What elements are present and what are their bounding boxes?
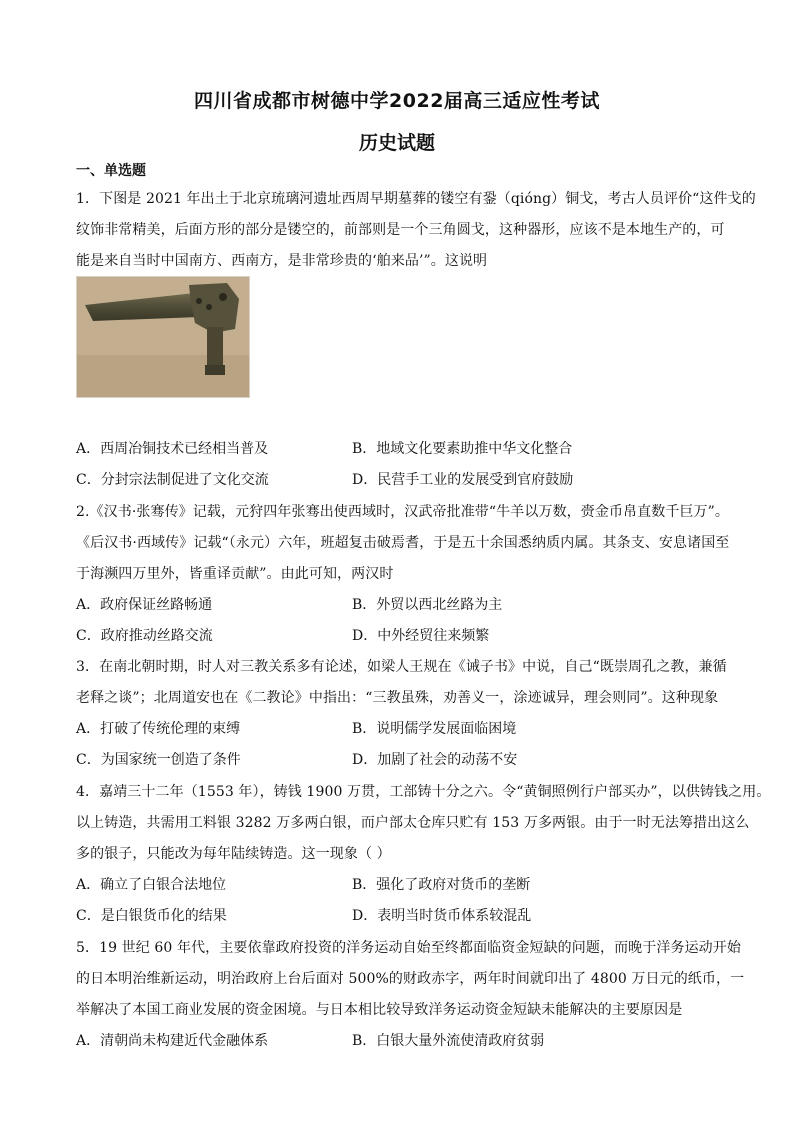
question-1-line-3: 能是来自当时中国南方、西南方，是非常珍贵的‘舶来品’”。这说明 xyxy=(76,253,488,269)
bronze-ge-photo xyxy=(76,276,250,398)
question-2-line-3: 于海濒四万里外，皆重译贡献”。由此可知，两汉时 xyxy=(76,566,394,582)
question-2-option-b[interactable]: B．外贸以西北丝路为主 xyxy=(352,597,503,613)
question-4-line-3: 多的银子，只能改为每年陆续铸造。这一现象（ ） xyxy=(76,846,391,862)
question-3-line-1: 3．在南北朝时期，时人对三教关系多有论述，如梁人王规在《诫子书》中说，自己“既崇周孔之教，兼循 xyxy=(76,659,727,675)
question-2-option-d[interactable]: D．中外经贸往来频繁 xyxy=(352,628,490,644)
question-4-option-b[interactable]: B．强化了政府对货币的垄断 xyxy=(352,877,531,893)
question-1-option-a[interactable]: A．西周冶铜技术已经相当普及 xyxy=(76,441,269,457)
question-1-option-c[interactable]: C．分封宗法制促进了文化交流 xyxy=(76,472,269,488)
question-1-line-2: 纹饰非常精美，后面方形的部分是镂空的，前部则是一个三角圆戈，这种器形，应该不是本地生产的，可 xyxy=(76,222,725,238)
question-2-line-2: 《后汉书·西域传》记载“（永元）六年，班超复击破焉耆，于是五十余国悉纳质内属。其条支、安息诸国至 xyxy=(76,535,730,551)
question-1-option-d[interactable]: D．民营手工业的发展受到官府鼓励 xyxy=(352,472,574,488)
question-4-option-c[interactable]: C．是白银货币化的结果 xyxy=(76,908,227,924)
question-4-line-1: 4．嘉靖三十二年（1553 年），铸钱 1900 万贯，工部铸十分之六。令“黄铜照例行户部买办”，以供铸钱之用。 xyxy=(76,784,771,800)
question-3-line-2: 老释之谈”；北周道安也在《二教论》中指出：“三教虽殊，劝善义一，涂迹诚异，理会则同”。这种现象 xyxy=(76,690,719,706)
question-5-option-b[interactable]: B．白银大量外流使清政府贫弱 xyxy=(352,1033,545,1049)
question-5-line-3: 举解决了本国工商业发展的资金困境。与日本相比较导致洋务运动资金短缺未能解决的主要原因是 xyxy=(76,1002,683,1018)
question-2-line-1: 2.《汉书·张骞传》记载，元狩四年张骞出使西域时，汉武帝批准带“牛羊以万数，赍金币帛直数千巨万”。 xyxy=(76,504,730,520)
question-4-option-d[interactable]: D．表明当时货币体系较混乱 xyxy=(352,908,532,924)
question-4-option-a[interactable]: A．确立了白银合法地位 xyxy=(76,877,227,893)
question-3-option-d[interactable]: D．加剧了社会的动荡不安 xyxy=(352,752,518,768)
question-3-option-a[interactable]: A．打破了传统伦理的束缚 xyxy=(76,721,241,737)
question-5-option-a[interactable]: A．清朝尚未构建近代金融体系 xyxy=(76,1033,269,1049)
section-heading: 一、单选题 xyxy=(76,163,146,179)
bronze-ge-illustration xyxy=(77,277,249,397)
question-2-option-a[interactable]: A．政府保证丝路畅通 xyxy=(76,597,213,613)
question-5-line-2: 的日本明治维新运动，明治政府上台后面对 500%的财政赤字，两年时间就印出了 4800 万日元的纸币，一 xyxy=(76,971,745,987)
question-5-line-1: 5．19 世纪 60 年代，主要依靠政府投资的洋务运动自始至终都面临资金短缺的问题，而晚于洋务运动开始 xyxy=(76,940,741,956)
question-3-option-b[interactable]: B．说明儒学发展面临困境 xyxy=(352,721,517,737)
question-1-option-b[interactable]: B．地域文化要素助推中华文化整合 xyxy=(352,441,573,457)
question-4-line-2: 以上铸造，共需用工料银 3282 万多两白银，而户部太仓库只贮有 153 万多两银。由于一时无法筹措出这么 xyxy=(76,815,750,831)
question-1-line-1: 1．下图是 2021 年出土于北京琉璃河遗址西周早期墓葬的镂空有銎（qióng）铜戈，考古人员评价“这件戈的 xyxy=(76,191,756,207)
question-3-option-c[interactable]: C．为国家统一创造了条件 xyxy=(76,752,241,768)
question-2-option-c[interactable]: C．政府推动丝路交流 xyxy=(76,628,213,644)
exam-title: 四川省成都市树德中学2022届高三适应性考试 xyxy=(194,90,600,112)
exam-subtitle: 历史试题 xyxy=(358,132,435,154)
